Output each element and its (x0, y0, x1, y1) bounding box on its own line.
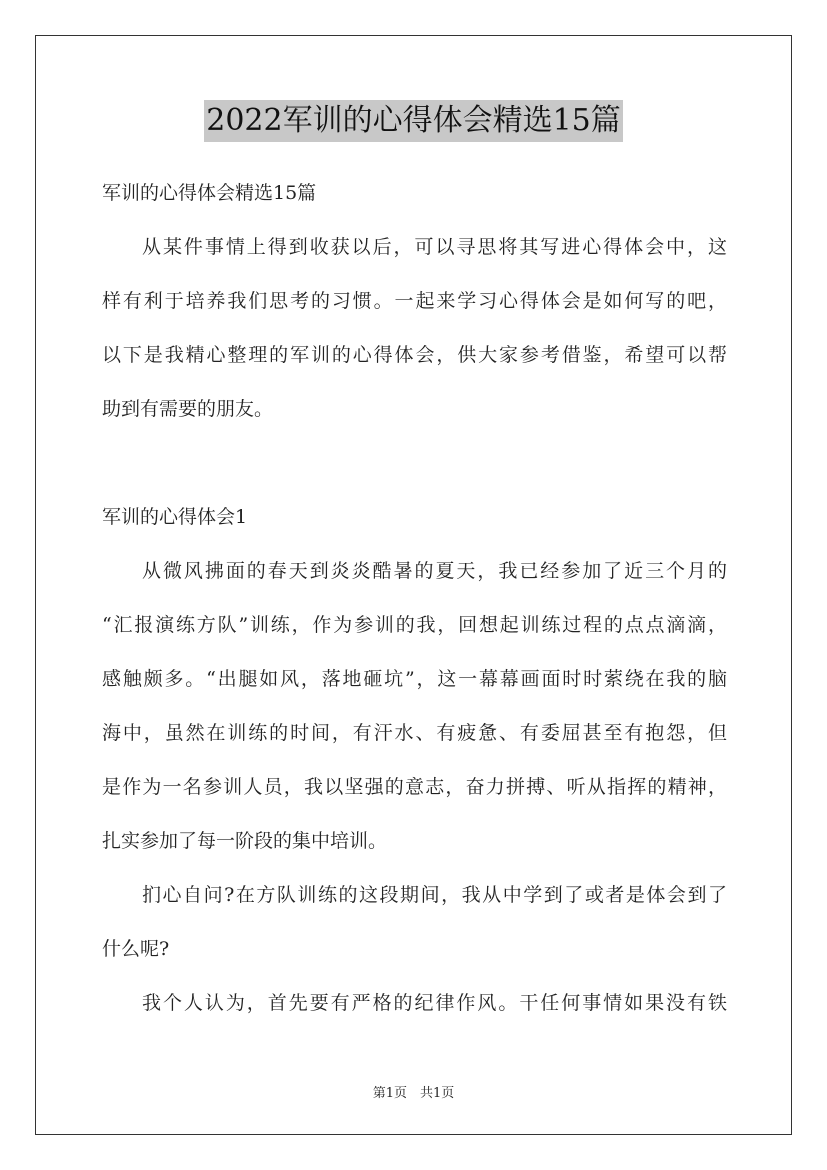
title-container (0, 100, 827, 142)
intro-line: 助到有需要的朋友。 (102, 398, 274, 420)
paragraph-gap (102, 442, 727, 496)
paragraph-line: 扎实参加了每一阶段的集中培训。 (102, 830, 388, 852)
paragraph-line: 扪心自问?在方队训练的这段期间，我从中学到了或者是体会到了 (142, 884, 727, 906)
page-footer: 第1页 共1页 (372, 1086, 455, 1101)
intro-line: 以下是我精心整理的军训的心得体会，供大家参考借鉴，希望可以帮 (102, 344, 727, 366)
subtitle: 军训的心得体会精选15篇 (102, 182, 317, 204)
paragraph-line: “汇报演练方队”训练，作为参训的我，回想起训练过程的点点滴滴， (102, 614, 727, 636)
document-body (102, 172, 727, 1036)
intro-line: 样有利于培养我们思考的习惯。一起来学习心得体会是如何写的吧， (102, 290, 727, 312)
paragraph-line: 感触颇多。“出腿如风，落地砸坑”，这一幕幕画面时时萦绕在我的脑 (102, 668, 727, 690)
section-heading: 军训的心得体会1 (102, 506, 248, 528)
paragraph-line: 从微风拂面的春天到炎炎酷暑的夏天，我已经参加了近三个月的 (142, 560, 727, 582)
paragraph-line: 什么呢? (102, 938, 170, 960)
paragraph-line: 是作为一名参训人员，我以坚强的意志，奋力拼搏、听从指挥的精神， (102, 776, 727, 798)
paragraph-line: 海中，虽然在训练的时间，有汗水、有疲惫、有委屈甚至有抱怨，但 (102, 722, 727, 744)
intro-line: 从某件事情上得到收获以后，可以寻思将其写进心得体会中，这 (142, 236, 727, 258)
paragraph-line: 我个人认为，首先要有严格的纪律作风。干任何事情如果没有铁 (142, 992, 727, 1014)
document-title: 2022军训的心得体会精选15篇 (204, 100, 623, 142)
